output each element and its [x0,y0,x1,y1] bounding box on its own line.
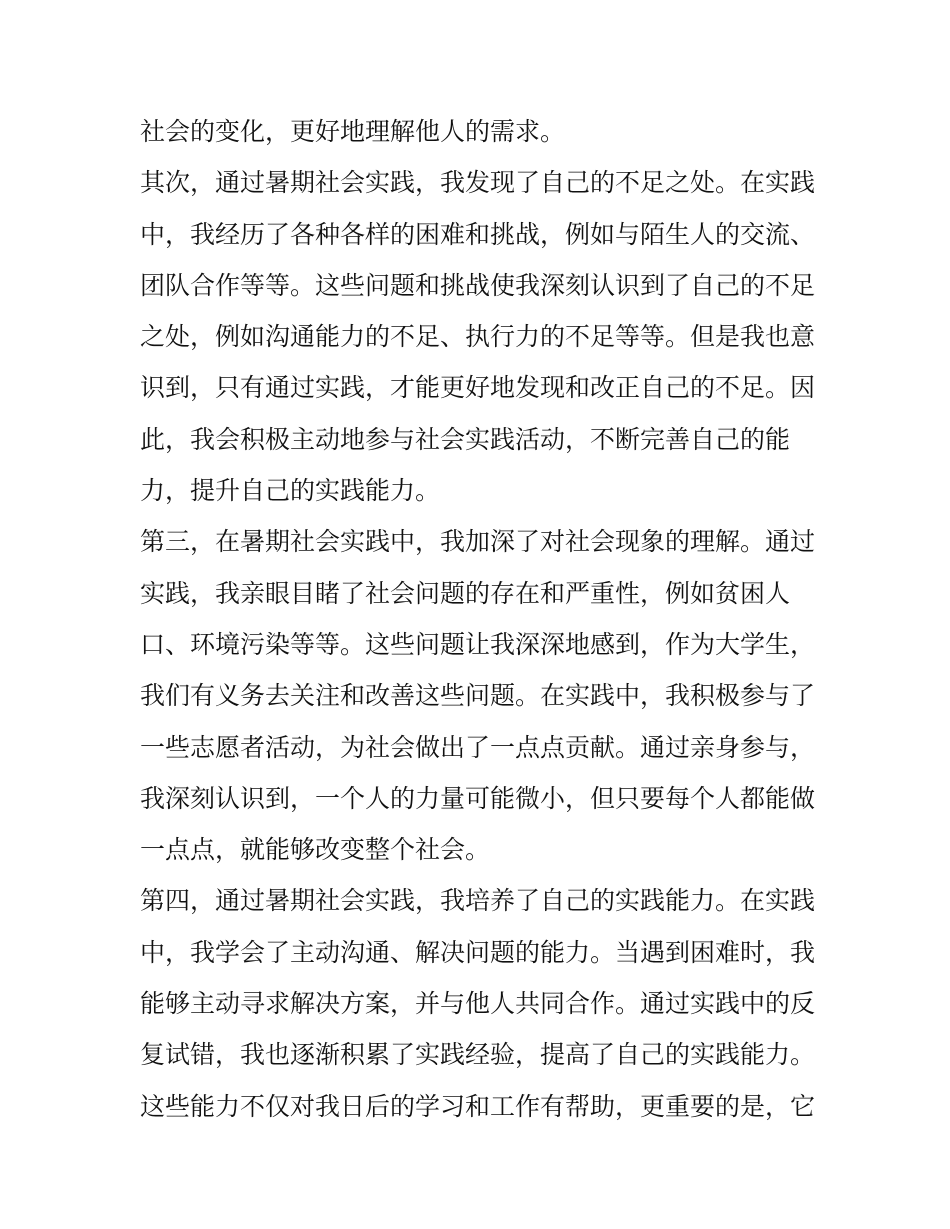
text-line: 这些能力不仅对我日后的学习和工作有帮助，更重要的是，它 [140,1091,816,1121]
text-line: 复试错，我也逐渐积累了实践经验，提高了自己的实践能力。 [140,1040,816,1070]
text-line: 一些志愿者活动，为社会做出了一点点贡献。通过亲身参与， [140,732,816,762]
text-line: 我们有义务去关注和改善这些问题。在实践中，我积极参与了 [140,681,816,711]
text-line: 社会的变化，更好地理解他人的需求。 [140,117,566,146]
text-line: 识到，只有通过实践，才能更好地发现和改正自己的不足。因 [140,373,816,403]
text-line: 之处，例如沟通能力的不足、执行力的不足等等。但是我也意 [140,322,816,352]
text-line: 一点点，就能够改变整个社会。 [140,835,491,865]
text-line: 第三，在暑期社会实践中，我加深了对社会现象的理解。通过 [140,527,816,557]
text-line: 中，我学会了主动沟通、解决问题的能力。当遇到困难时，我 [140,937,816,967]
text-line: 能够主动寻求解决方案，并与他人共同合作。通过实践中的反 [140,989,816,1019]
text-line: 中，我经历了各种各样的困难和挑战，例如与陌生人的交流、 [140,219,816,249]
body-text [140,106,820,1132]
text-line: 口、环境污染等等。这些问题让我深深地感到，作为大学生， [140,629,816,659]
text-line: 实践，我亲眼目睹了社会问题的存在和严重性，例如贫困人 [140,578,791,608]
text-line: 力，提升自己的实践能力。 [140,476,441,506]
text-line: 第四，通过暑期社会实践，我培养了自己的实践能力。在实践 [140,886,816,916]
text-line: 团队合作等等。这些问题和挑战使我深刻认识到了自己的不足 [140,270,816,300]
text-line: 其次，通过暑期社会实践，我发现了自己的不足之处。在实践 [140,168,816,198]
text-line: 此，我会积极主动地参与社会实践活动，不断完善自己的能 [140,424,791,454]
text-line: 我深刻认识到，一个人的力量可能微小，但只要每个人都能做 [140,783,816,813]
